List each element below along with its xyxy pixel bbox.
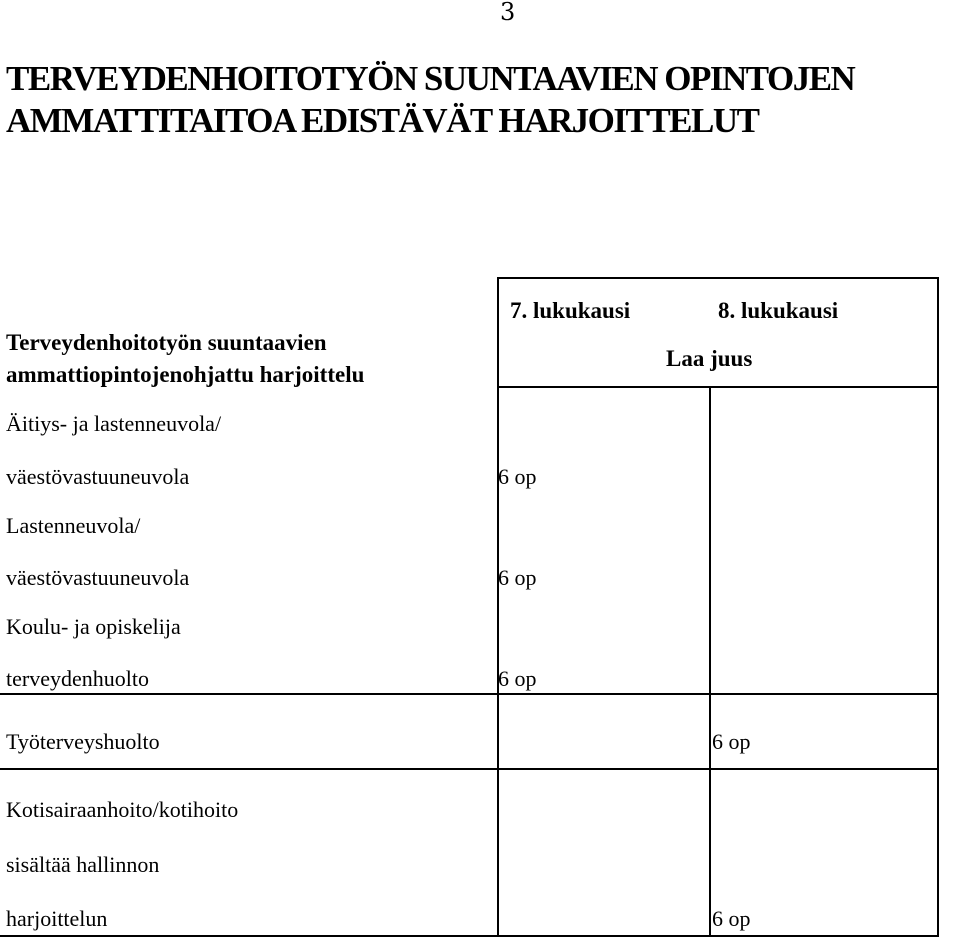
table-divider-semesters [709, 387, 711, 937]
row-5-name-line-2: sisältää hallinnon [6, 852, 160, 877]
header-label-line-1: Terveydenhoitotyön suuntaavien [6, 330, 327, 355]
row-5-semester-8: 6 op [712, 906, 751, 931]
row-1-name-line-2: väestövastuuneuvola [6, 464, 190, 489]
header-semester-7: 7. lukukausi [510, 298, 631, 323]
page-number: 3 [500, 0, 516, 26]
row-4-semester-8: 6 op [712, 729, 751, 754]
row-2-name-line-2: väestövastuuneuvola [6, 565, 190, 590]
table-border-top [497, 277, 939, 279]
table-border-right [937, 277, 939, 937]
table-border-left-header [497, 277, 499, 937]
page-title [6, 58, 854, 142]
row-3-name-line-1: Koulu- ja opiskelija [6, 614, 181, 639]
table-row-divider [0, 693, 939, 695]
row-1-name-line-1: Äitiys- ja lastenneuvola/ [6, 411, 222, 436]
internship-table [0, 277, 960, 937]
row-4-name-line-1: Työterveyshuolto [6, 729, 160, 754]
table-row-divider [0, 768, 939, 770]
table-header-bottom [497, 386, 939, 388]
row-1-semester-7: 6 op [498, 464, 537, 489]
row-3-semester-7: 6 op [498, 666, 537, 691]
title-line-2: AMMATTITAITOA EDISTÄVÄT HARJOITTELUT [6, 101, 759, 140]
row-3-name-line-2: terveydenhuolto [6, 666, 149, 691]
header-semester-8: 8. lukukausi [718, 298, 839, 323]
row-2-name-line-1: Lastenneuvola/ [6, 513, 141, 538]
row-5-name-line-1: Kotisairaanhoito/kotihoito [6, 797, 239, 822]
header-scope: Laa juus [666, 346, 753, 371]
row-5-name-line-3: harjoittelun [6, 906, 108, 931]
row-2-semester-7: 6 op [498, 565, 537, 590]
title-line-1: TERVEYDENHOITOTYÖN SUUNTAAVIEN OPINTOJEN [6, 59, 855, 98]
header-label-line-2: ammattiopintojenohjattu harjoittelu [6, 362, 365, 387]
